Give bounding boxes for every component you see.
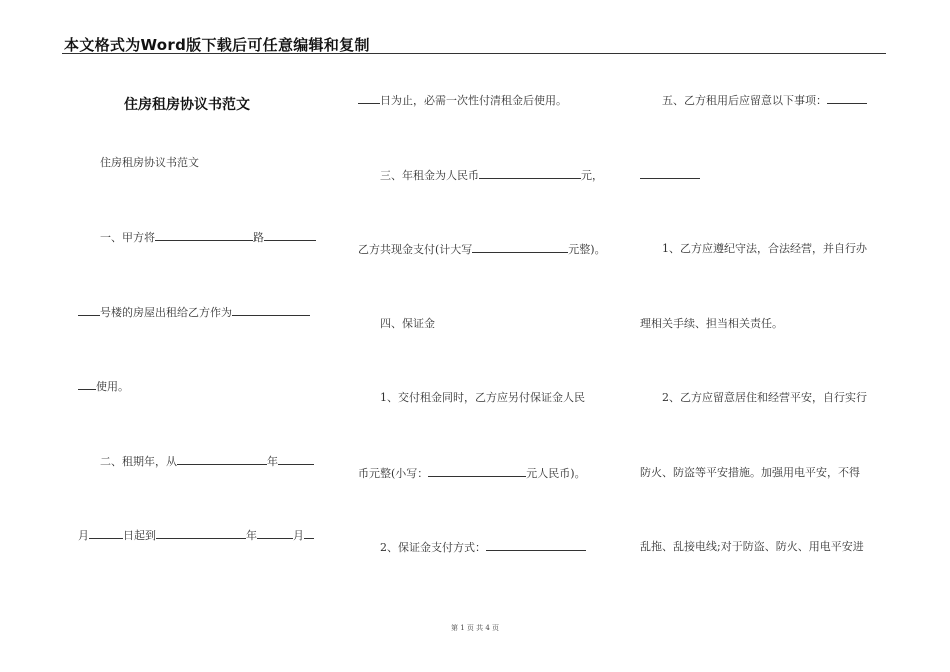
blank-field[interactable] — [232, 305, 310, 316]
document-title: 住房租房协议书范文 — [124, 97, 250, 113]
clause-5-heading — [662, 93, 867, 108]
subtitle-line — [100, 156, 199, 170]
clause-text: 月 — [293, 529, 304, 542]
blank-field[interactable] — [78, 305, 100, 316]
clause-text: 路 — [253, 231, 264, 244]
clause-4-line-1 — [380, 391, 585, 405]
page-footer: 第 1 页 共 4 页 — [450, 624, 500, 632]
clause-1-line-3 — [78, 379, 129, 394]
blank-field[interactable] — [278, 454, 314, 465]
clause-text: 2、保证金支付方式： — [380, 541, 486, 554]
clause-text: 三、年租金为人民币 — [380, 169, 479, 182]
clause-text: 2、乙方应留意居住和经营平安，自行实行 — [662, 391, 867, 404]
blank-field[interactable] — [89, 528, 123, 539]
clause-text: 理相关手续、担当相关责任。 — [640, 317, 783, 330]
blank-field[interactable] — [304, 528, 314, 539]
blank-field[interactable] — [264, 230, 316, 241]
blank-field[interactable] — [78, 379, 96, 390]
clause-4-heading — [380, 317, 435, 331]
clause-text: 年 — [267, 455, 278, 468]
clause-3-line-1 — [380, 168, 603, 183]
clause-text: 月 — [78, 529, 89, 542]
clause-4-line-3 — [380, 540, 586, 555]
blank-field[interactable] — [428, 466, 526, 477]
blank-field[interactable] — [156, 528, 246, 539]
clause-5-item-2-line-2 — [640, 466, 860, 480]
blank-field[interactable] — [155, 230, 253, 241]
clause-text: 币元整(小写： — [358, 467, 429, 480]
col2-line-1 — [358, 93, 567, 108]
clause-1-line-2 — [78, 305, 310, 320]
clause-5-item-2-line-1 — [662, 391, 867, 405]
blank-field[interactable] — [257, 528, 293, 539]
clause-1-line-1 — [100, 230, 316, 245]
blank-field[interactable] — [177, 454, 267, 465]
clause-text: 使用。 — [96, 380, 129, 393]
clause-text: 日为止，必需一次性付清租金后使用。 — [380, 94, 567, 107]
column-3 — [640, 0, 890, 672]
clause-text: 四、保证金 — [380, 317, 435, 330]
clause-5-item-1-line-2 — [640, 317, 783, 331]
clause-3-line-2 — [358, 242, 606, 257]
blank-field[interactable] — [479, 168, 581, 179]
clause-text: 五、乙方租用后应留意以下事项： — [662, 94, 827, 107]
blank-field[interactable] — [472, 242, 568, 253]
clause-text: 元人民币)。 — [526, 467, 586, 480]
clause-text: 元， — [581, 169, 603, 182]
clause-text: 1、交付租金同时，乙方应另付保证金人民 — [380, 391, 585, 404]
clause-text: 年 — [246, 529, 257, 542]
clause-4-line-2 — [358, 466, 586, 481]
clause-text: 1、乙方应遵纪守法，合法经营，并自行办 — [662, 242, 867, 255]
blank-field[interactable] — [486, 540, 586, 551]
clause-text: 号楼的房屋出租给乙方作为 — [100, 306, 232, 319]
clause-text: 日起到 — [123, 529, 156, 542]
clause-text: 乱拖、乱接电线;对于防盗、防火、用电平安进 — [640, 540, 864, 553]
clause-text: 元整)。 — [568, 243, 606, 256]
column-1 — [78, 0, 328, 672]
clause-5-item-1-line-1 — [662, 242, 867, 256]
clause-text: 乙方共现金支付(计大写 — [358, 243, 473, 256]
page-header-text: 本文格式为Word版下载后可任意编辑和复制 — [64, 36, 370, 54]
clause-text: 一、甲方将 — [100, 231, 155, 244]
subtitle-text: 住房租房协议书范文 — [100, 156, 199, 169]
blank-field[interactable] — [358, 93, 380, 104]
column-2 — [358, 0, 618, 672]
clause-text: 防火、防盗等平安措施。加强用电平安，不得 — [640, 466, 860, 479]
blank-field[interactable] — [640, 168, 700, 179]
clause-5-blank-line — [640, 168, 700, 183]
blank-field[interactable] — [827, 93, 867, 104]
clause-2-line-1 — [100, 454, 314, 469]
clause-2-line-2 — [78, 528, 314, 543]
clause-text: 二、租期年，从 — [100, 455, 177, 468]
clause-5-item-2-line-3 — [640, 540, 864, 554]
